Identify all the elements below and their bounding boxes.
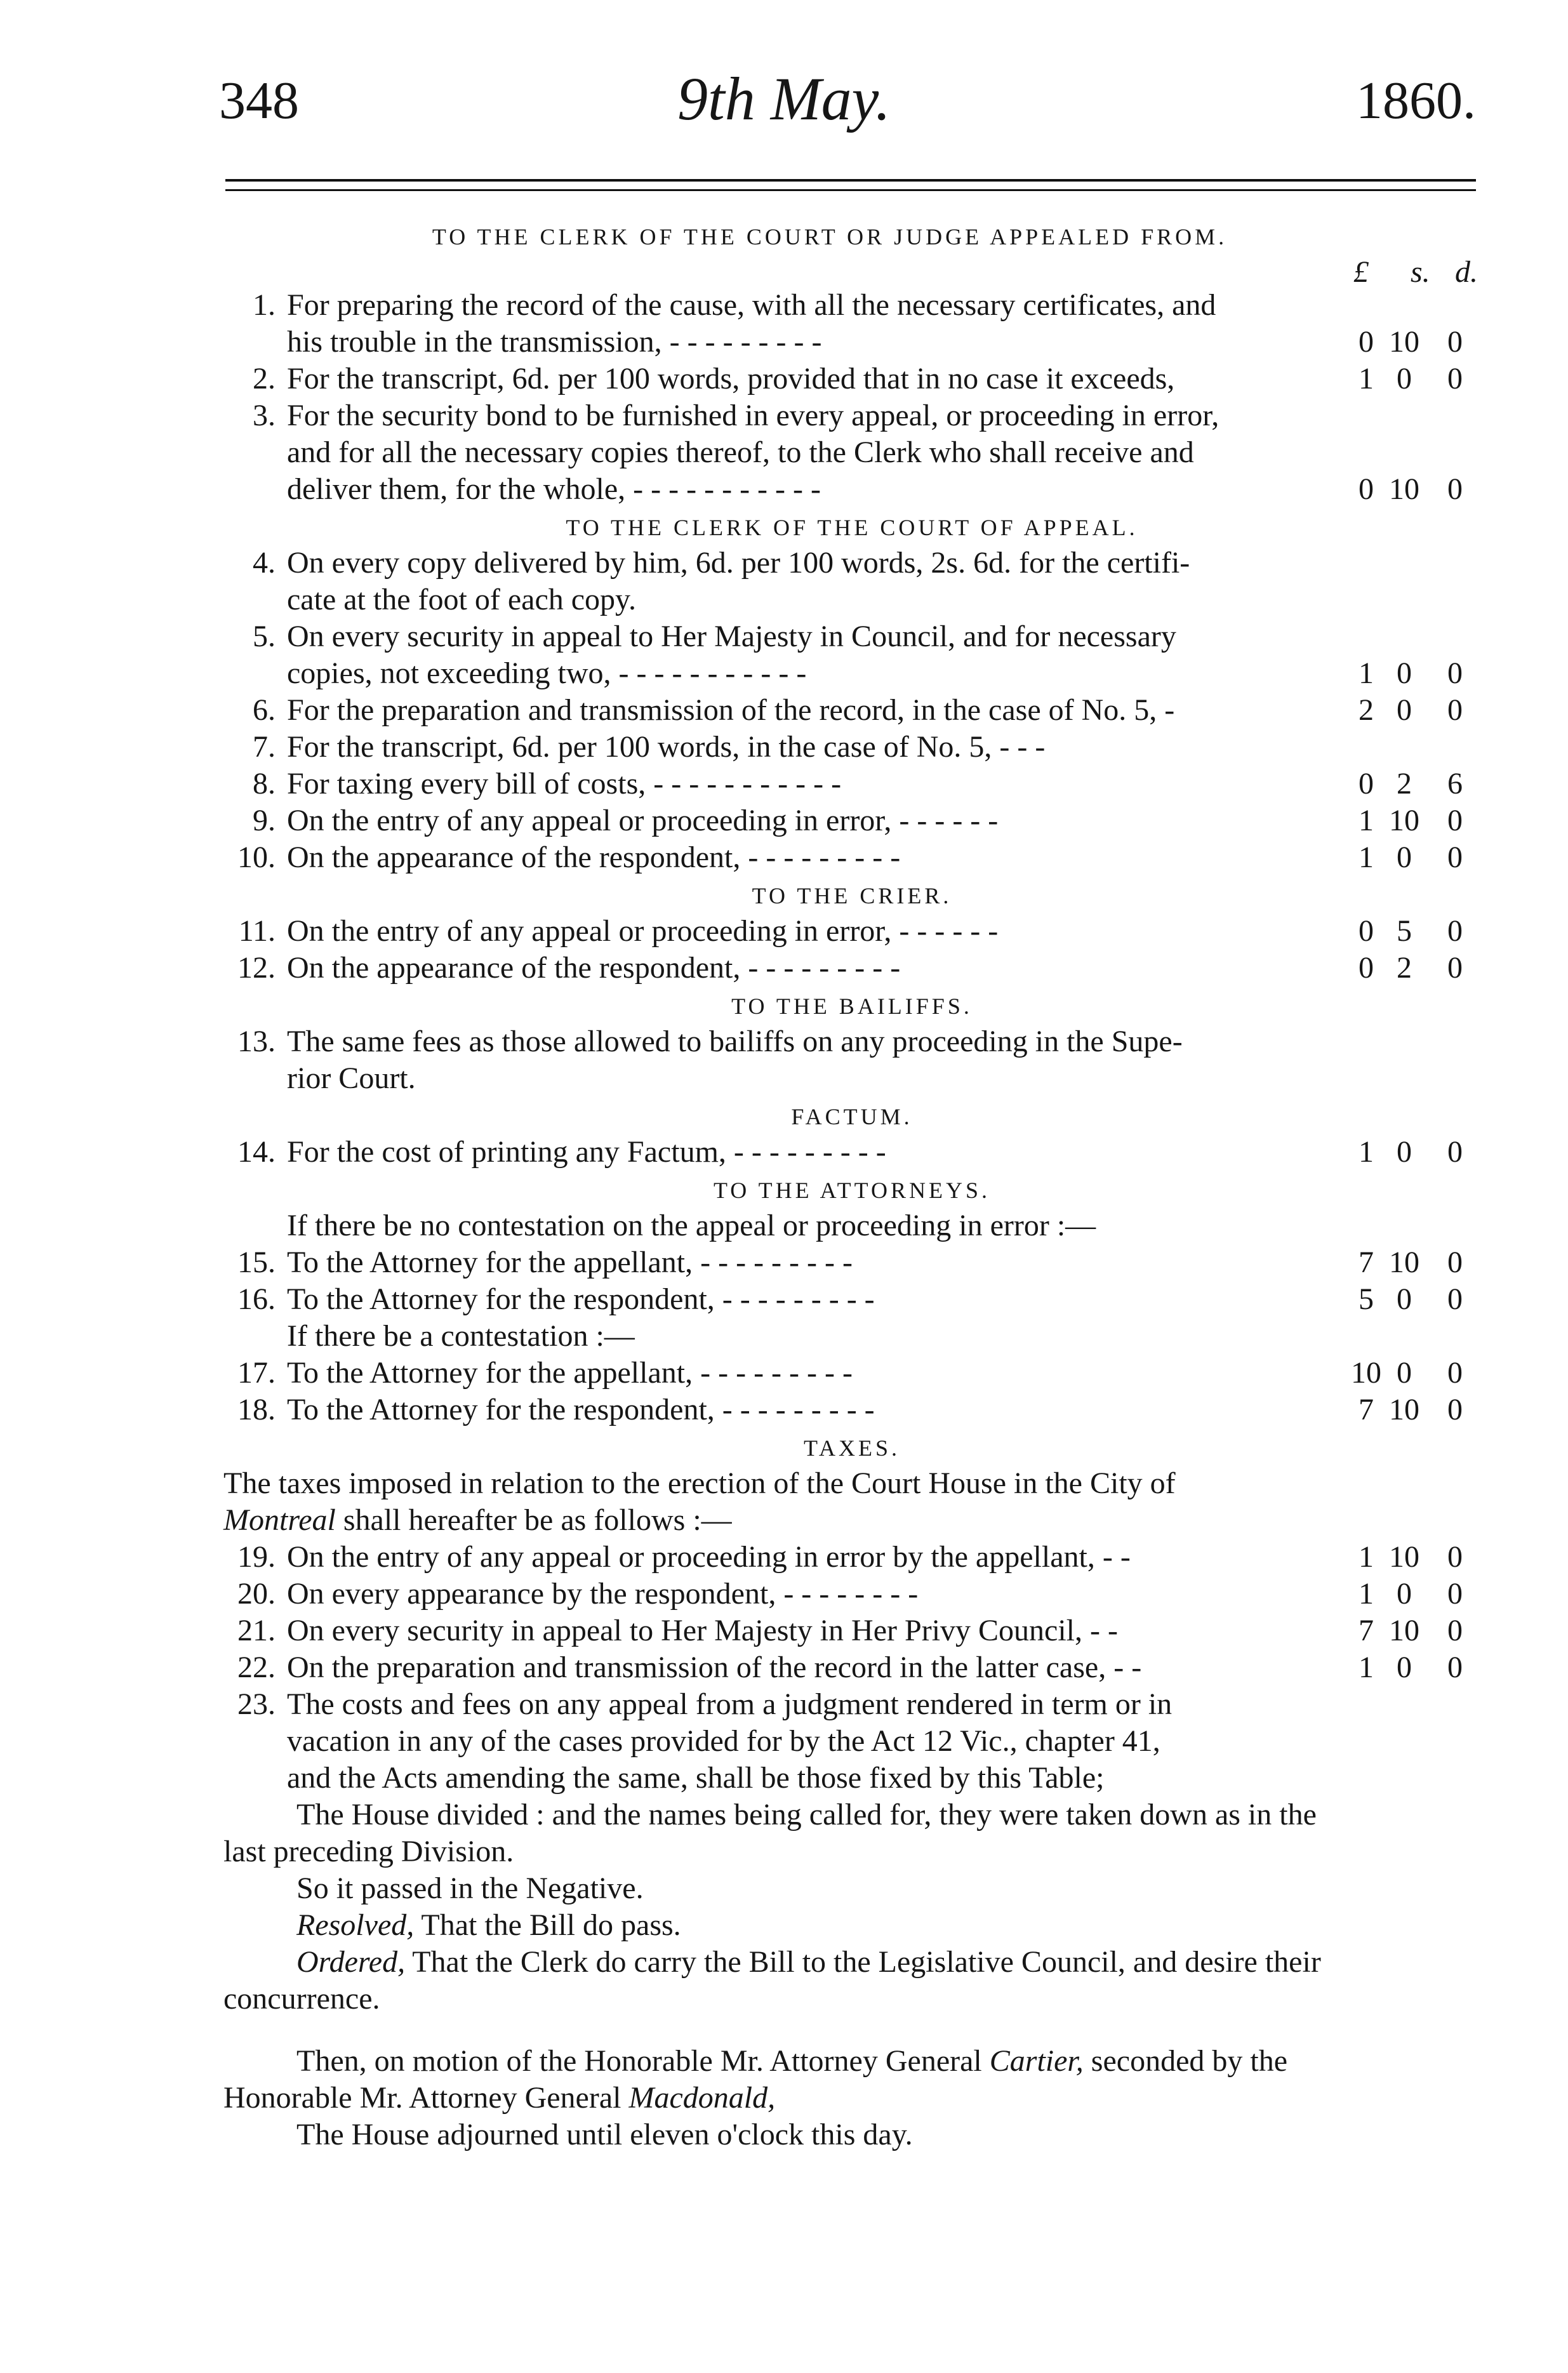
fee-item bbox=[223, 1023, 1480, 1097]
fee-item bbox=[223, 287, 1480, 361]
section-heading: TO THE CRIER. bbox=[752, 883, 952, 908]
resolved-label: Resolved, bbox=[296, 1908, 415, 1942]
item-number: 2. bbox=[253, 362, 276, 396]
fee-shillings: 0 bbox=[1397, 362, 1412, 396]
fee-shillings: 10 bbox=[1389, 804, 1419, 837]
item-line: and for all the necessary copies thereof, to the Clerk who shall receive and bbox=[287, 435, 1194, 469]
item-number: 15. bbox=[237, 1246, 276, 1279]
item-text bbox=[287, 618, 1360, 692]
fee-pounds: 0 bbox=[1359, 767, 1374, 801]
item-number: 11. bbox=[238, 914, 276, 948]
item-text bbox=[287, 397, 1360, 508]
fee-item bbox=[223, 1392, 1480, 1428]
fee-shillings: 10 bbox=[1389, 325, 1419, 359]
fee-pounds: 7 bbox=[1359, 1246, 1374, 1279]
item-number: 9. bbox=[253, 804, 276, 837]
item-number: 6. bbox=[253, 693, 276, 727]
fee-pounds: 7 bbox=[1359, 1614, 1374, 1647]
fee-item bbox=[223, 1244, 1480, 1281]
fee-pounds: 0 bbox=[1359, 914, 1374, 948]
fee-pence: 0 bbox=[1447, 951, 1463, 985]
motion-line-2 bbox=[223, 2080, 1480, 2117]
item-line: For preparing the record of the cause, with all the necessary certificates, and bbox=[287, 288, 1216, 322]
fee-item bbox=[223, 1686, 1480, 1797]
fee-item bbox=[223, 692, 1480, 729]
fee-pence: 0 bbox=[1447, 325, 1463, 359]
fee-pounds: 1 bbox=[1359, 804, 1374, 837]
fee-amount bbox=[1353, 950, 1480, 987]
fee-item bbox=[223, 1355, 1480, 1392]
item-text bbox=[287, 1023, 1360, 1097]
fee-pounds: 1 bbox=[1359, 1540, 1374, 1574]
item-number: 20. bbox=[237, 1577, 276, 1611]
header-rule bbox=[225, 179, 1476, 182]
fee-item bbox=[223, 1134, 1480, 1171]
section-heading: TO THE CLERK OF THE COURT OR JUDGE APPEALED FROM. bbox=[432, 224, 1228, 249]
item-number: 12. bbox=[237, 951, 276, 985]
item-number: 17. bbox=[237, 1356, 276, 1390]
section-heading: TAXES. bbox=[803, 1435, 901, 1461]
item-number: 23. bbox=[237, 1687, 276, 1721]
fee-pence: 0 bbox=[1447, 1577, 1463, 1611]
fee-amount bbox=[1353, 1244, 1480, 1281]
fee-amount bbox=[1353, 692, 1480, 729]
item-line: For taxing every bill of costs, - - - - - - - - - - - bbox=[287, 767, 842, 801]
fee-shillings: 10 bbox=[1389, 1393, 1419, 1426]
fee-amount bbox=[1353, 1281, 1480, 1318]
fee-amount bbox=[1353, 582, 1480, 618]
fee-item bbox=[223, 361, 1480, 397]
item-number: 3. bbox=[253, 399, 276, 432]
fee-shillings: 10 bbox=[1389, 1246, 1419, 1279]
item-number: 18. bbox=[237, 1393, 276, 1426]
document-body bbox=[223, 217, 1480, 2153]
ordered-text: That the Clerk do carry the Bill to the Legislative Council, and desire their bbox=[405, 1945, 1321, 1979]
fee-pence: 0 bbox=[1447, 693, 1463, 727]
fee-amount bbox=[1353, 1612, 1480, 1649]
ordered-text-2: concurrence. bbox=[223, 1982, 380, 2016]
fee-item bbox=[223, 1612, 1480, 1649]
fee-item bbox=[223, 1281, 1480, 1318]
item-text bbox=[287, 1539, 1360, 1576]
fee-item bbox=[223, 1649, 1480, 1686]
fee-item bbox=[223, 913, 1480, 950]
taxes-intro-rest: shall hereafter be as follows :— bbox=[335, 1503, 732, 1537]
fee-pence: 0 bbox=[1447, 1614, 1463, 1647]
fee-shillings: 2 bbox=[1397, 951, 1412, 985]
fee-pounds: 7 bbox=[1359, 1393, 1374, 1426]
item-number: 5. bbox=[253, 620, 276, 653]
page-number: 348 bbox=[219, 71, 299, 130]
city-name: Montreal bbox=[223, 1503, 336, 1537]
item-number: 7. bbox=[253, 730, 276, 764]
motion-line-1 bbox=[223, 2043, 1480, 2080]
fee-shillings: 0 bbox=[1397, 1356, 1412, 1390]
item-text bbox=[287, 545, 1360, 618]
fee-item bbox=[223, 397, 1480, 508]
item-text bbox=[287, 802, 1360, 839]
fee-amount bbox=[1353, 1392, 1480, 1428]
fee-amount bbox=[1353, 839, 1480, 876]
year: 1860. bbox=[1356, 71, 1476, 130]
fee-item bbox=[223, 839, 1480, 876]
item-line: On every copy delivered by him, 6d. per 100 words, 2s. 6d. for the certifi- bbox=[287, 546, 1190, 580]
fee-pence: 0 bbox=[1447, 1540, 1463, 1574]
fee-pence: 0 bbox=[1447, 656, 1463, 690]
negative-result: So it passed in the Negative. bbox=[296, 1871, 644, 1905]
item-line: cate at the foot of each copy. bbox=[287, 583, 636, 616]
resolved-text: That the Bill do pass. bbox=[414, 1908, 681, 1942]
item-text bbox=[287, 1392, 1360, 1428]
item-line: For the transcript, 6d. per 100 words, in the case of No. 5, - - - bbox=[287, 730, 1046, 764]
fee-item bbox=[223, 618, 1480, 692]
item-text bbox=[287, 692, 1360, 729]
item-text bbox=[287, 729, 1360, 766]
item-line: copies, not exceeding two, - - - - - - - - - - - bbox=[287, 656, 807, 690]
fee-amount bbox=[1353, 729, 1480, 766]
item-line: On every appearance by the respondent, - - - - - - - - bbox=[287, 1577, 919, 1611]
fee-shillings: 10 bbox=[1389, 1540, 1419, 1574]
taxes-intro: The taxes imposed in relation to the erection of the Court House in the City of bbox=[223, 1466, 1176, 1500]
spacer bbox=[223, 2017, 1480, 2043]
item-text bbox=[287, 913, 1360, 950]
header-rule-thin bbox=[225, 189, 1476, 191]
fee-pounds: 5 bbox=[1359, 1282, 1374, 1316]
attorneys-note-uncontested: If there be no contestation on the appeal or proceeding in error :— bbox=[287, 1209, 1096, 1242]
division-text: The House divided : and the names being called for, they were taken down as in the bbox=[296, 1798, 1317, 1831]
item-line: The same fees as those allowed to bailiffs on any proceeding in the Supe- bbox=[287, 1025, 1183, 1058]
fee-amount bbox=[1353, 1649, 1480, 1686]
item-text bbox=[287, 1244, 1360, 1281]
motion-text-2: seconded by the bbox=[1083, 2044, 1288, 2078]
currency-shillings: s. bbox=[1411, 255, 1430, 289]
fee-shillings: 2 bbox=[1397, 767, 1412, 801]
item-line: For the transcript, 6d. per 100 words, provided that in no case it exceeds, bbox=[287, 362, 1175, 396]
item-text bbox=[287, 1134, 1360, 1171]
item-line: For the security bond to be furnished in every appeal, or proceeding in error, bbox=[287, 399, 1219, 432]
item-number: 22. bbox=[237, 1651, 276, 1684]
fee-pounds: 1 bbox=[1359, 841, 1374, 874]
fee-amount bbox=[1353, 1539, 1480, 1576]
item-number: 14. bbox=[237, 1135, 276, 1169]
item-text bbox=[287, 1686, 1360, 1797]
fee-pounds: 1 bbox=[1359, 362, 1374, 396]
fee-pounds: 1 bbox=[1359, 1135, 1374, 1169]
fee-shillings: 5 bbox=[1397, 914, 1412, 948]
item-line: On every security in appeal to Her Majesty in Her Privy Council, - - bbox=[287, 1614, 1118, 1647]
item-line: To the Attorney for the appellant, - - - - - - - - - bbox=[287, 1356, 853, 1390]
fee-pence: 0 bbox=[1447, 1246, 1463, 1279]
fee-shillings: 0 bbox=[1397, 841, 1412, 874]
item-text bbox=[287, 766, 1360, 802]
fee-item bbox=[223, 1576, 1480, 1612]
item-line: rior Court. bbox=[287, 1061, 416, 1095]
fee-pounds: 2 bbox=[1359, 693, 1374, 727]
fee-item bbox=[223, 545, 1480, 618]
fee-shillings: 10 bbox=[1389, 472, 1419, 506]
item-text bbox=[287, 839, 1360, 876]
ordered-label: Ordered, bbox=[296, 1945, 406, 1979]
item-number: 8. bbox=[253, 767, 276, 801]
fee-pence: 0 bbox=[1447, 841, 1463, 874]
fee-item bbox=[223, 950, 1480, 987]
item-line: On every security in appeal to Her Majesty in Council, and for necessary bbox=[287, 620, 1176, 653]
fee-amount bbox=[1353, 1760, 1480, 1797]
fee-pence: 0 bbox=[1447, 1356, 1463, 1390]
fee-amount bbox=[1353, 471, 1480, 508]
item-number: 4. bbox=[253, 546, 276, 580]
item-line: For the preparation and transmission of the record, in the case of No. 5, - bbox=[287, 693, 1175, 727]
fee-pence: 0 bbox=[1447, 1282, 1463, 1316]
section-heading: TO THE CLERK OF THE COURT OF APPEAL. bbox=[566, 515, 1138, 540]
fee-pence: 0 bbox=[1447, 914, 1463, 948]
taxes-intro-2 bbox=[223, 1502, 1480, 1539]
division-text-2: last preceding Division. bbox=[223, 1835, 514, 1868]
seconder-name: Macdonald, bbox=[628, 2081, 776, 2115]
fee-item bbox=[223, 1539, 1480, 1576]
section-heading: TO THE ATTORNEYS. bbox=[713, 1178, 991, 1203]
fee-amount bbox=[1353, 361, 1480, 397]
fee-shillings: 0 bbox=[1397, 1135, 1412, 1169]
fee-shillings: 0 bbox=[1397, 656, 1412, 690]
item-line: On the entry of any appeal or proceeding in error by the appellant, - - bbox=[287, 1540, 1131, 1574]
mover-name: Cartier, bbox=[989, 2044, 1084, 2078]
item-line: The costs and fees on any appeal from a judgment rendered in term or in bbox=[287, 1687, 1173, 1721]
item-line: For the cost of printing any Factum, - - - - - - - - - bbox=[287, 1135, 886, 1169]
fee-amount bbox=[1353, 1355, 1480, 1392]
fee-item bbox=[223, 802, 1480, 839]
fee-amount bbox=[1353, 1134, 1480, 1171]
fee-pounds: 1 bbox=[1359, 1651, 1374, 1684]
fee-amount bbox=[1353, 655, 1480, 692]
fee-shillings: 0 bbox=[1397, 1651, 1412, 1684]
item-line: and the Acts amending the same, shall be those fixed by this Table; bbox=[287, 1761, 1105, 1795]
fee-amount bbox=[1353, 766, 1480, 802]
fee-shillings: 0 bbox=[1397, 693, 1412, 727]
fee-amount bbox=[1353, 802, 1480, 839]
item-text bbox=[287, 950, 1360, 987]
item-text bbox=[287, 1576, 1360, 1612]
item-text bbox=[287, 1355, 1360, 1392]
fee-item bbox=[223, 729, 1480, 766]
item-number: 16. bbox=[237, 1282, 276, 1316]
item-line: On the appearance of the respondent, - - - - - - - - - bbox=[287, 951, 901, 985]
item-number: 13. bbox=[237, 1025, 276, 1058]
fee-item bbox=[223, 766, 1480, 802]
item-text bbox=[287, 1612, 1360, 1649]
fee-pounds: 0 bbox=[1359, 951, 1374, 985]
attorneys-note-contested: If there be a contestation :— bbox=[287, 1319, 635, 1353]
item-line: On the entry of any appeal or proceeding in error, - - - - - - bbox=[287, 914, 999, 948]
fee-pence: 0 bbox=[1447, 472, 1463, 506]
fee-amount bbox=[1353, 913, 1480, 950]
fee-pounds: 0 bbox=[1359, 325, 1374, 359]
fee-shillings: 0 bbox=[1397, 1577, 1412, 1611]
fee-shillings: 0 bbox=[1397, 1282, 1412, 1316]
item-number: 1. bbox=[253, 288, 276, 322]
item-number: 10. bbox=[237, 841, 276, 874]
item-text bbox=[287, 361, 1360, 397]
item-line: deliver them, for the whole, - - - - - - - - - - - bbox=[287, 472, 821, 506]
fee-shillings: 10 bbox=[1389, 1614, 1419, 1647]
currency-pence: d. bbox=[1455, 255, 1478, 289]
item-line: To the Attorney for the respondent, - - - - - - - - - bbox=[287, 1393, 875, 1426]
section-heading: TO THE BAILIFFS. bbox=[731, 994, 973, 1019]
fee-pence: 0 bbox=[1447, 1651, 1463, 1684]
item-line: vacation in any of the cases provided for by the Act 12 Vic., chapter 41, bbox=[287, 1724, 1160, 1758]
item-line: On the preparation and transmission of the record in the latter case, - - bbox=[287, 1651, 1142, 1684]
item-number: 21. bbox=[237, 1614, 276, 1647]
item-text bbox=[287, 287, 1360, 361]
item-line: To the Attorney for the appellant, - - - - - - - - - bbox=[287, 1246, 853, 1279]
currency-pounds: £ bbox=[1353, 255, 1369, 289]
fee-pounds: 1 bbox=[1359, 656, 1374, 690]
fee-amount bbox=[1353, 324, 1480, 361]
fee-amount bbox=[1353, 1060, 1480, 1097]
item-line: On the appearance of the respondent, - - - - - - - - - bbox=[287, 841, 901, 874]
item-number: 19. bbox=[237, 1540, 276, 1574]
fee-pounds: 10 bbox=[1351, 1356, 1381, 1390]
item-text bbox=[287, 1649, 1360, 1686]
fee-pence: 6 bbox=[1447, 767, 1463, 801]
fee-pence: 0 bbox=[1447, 1135, 1463, 1169]
section-heading: FACTUM. bbox=[791, 1104, 913, 1129]
fee-pounds: 0 bbox=[1359, 472, 1374, 506]
item-line: To the Attorney for the respondent, - - - - - - - - - bbox=[287, 1282, 875, 1316]
adjournment: The House adjourned until eleven o'clock this day. bbox=[296, 2118, 913, 2151]
motion-text: Then, on motion of the Honorable Mr. Attorney General bbox=[296, 2044, 990, 2078]
item-line: On the entry of any appeal or proceeding in error, - - - - - - bbox=[287, 804, 999, 837]
ordered-line bbox=[223, 1944, 1480, 1981]
fee-pence: 0 bbox=[1447, 804, 1463, 837]
item-line: his trouble in the transmission, - - - - - - - - - bbox=[287, 325, 822, 359]
item-text bbox=[287, 1281, 1360, 1318]
fee-amount bbox=[1353, 1576, 1480, 1612]
fee-pounds: 1 bbox=[1359, 1577, 1374, 1611]
seconder-text: Honorable Mr. Attorney General bbox=[223, 2081, 629, 2115]
currency-header bbox=[223, 254, 1480, 287]
fee-pence: 0 bbox=[1447, 362, 1463, 396]
running-title: 9th May. bbox=[677, 65, 891, 133]
resolved-line bbox=[223, 1907, 1480, 1944]
fee-pence: 0 bbox=[1447, 1393, 1463, 1426]
